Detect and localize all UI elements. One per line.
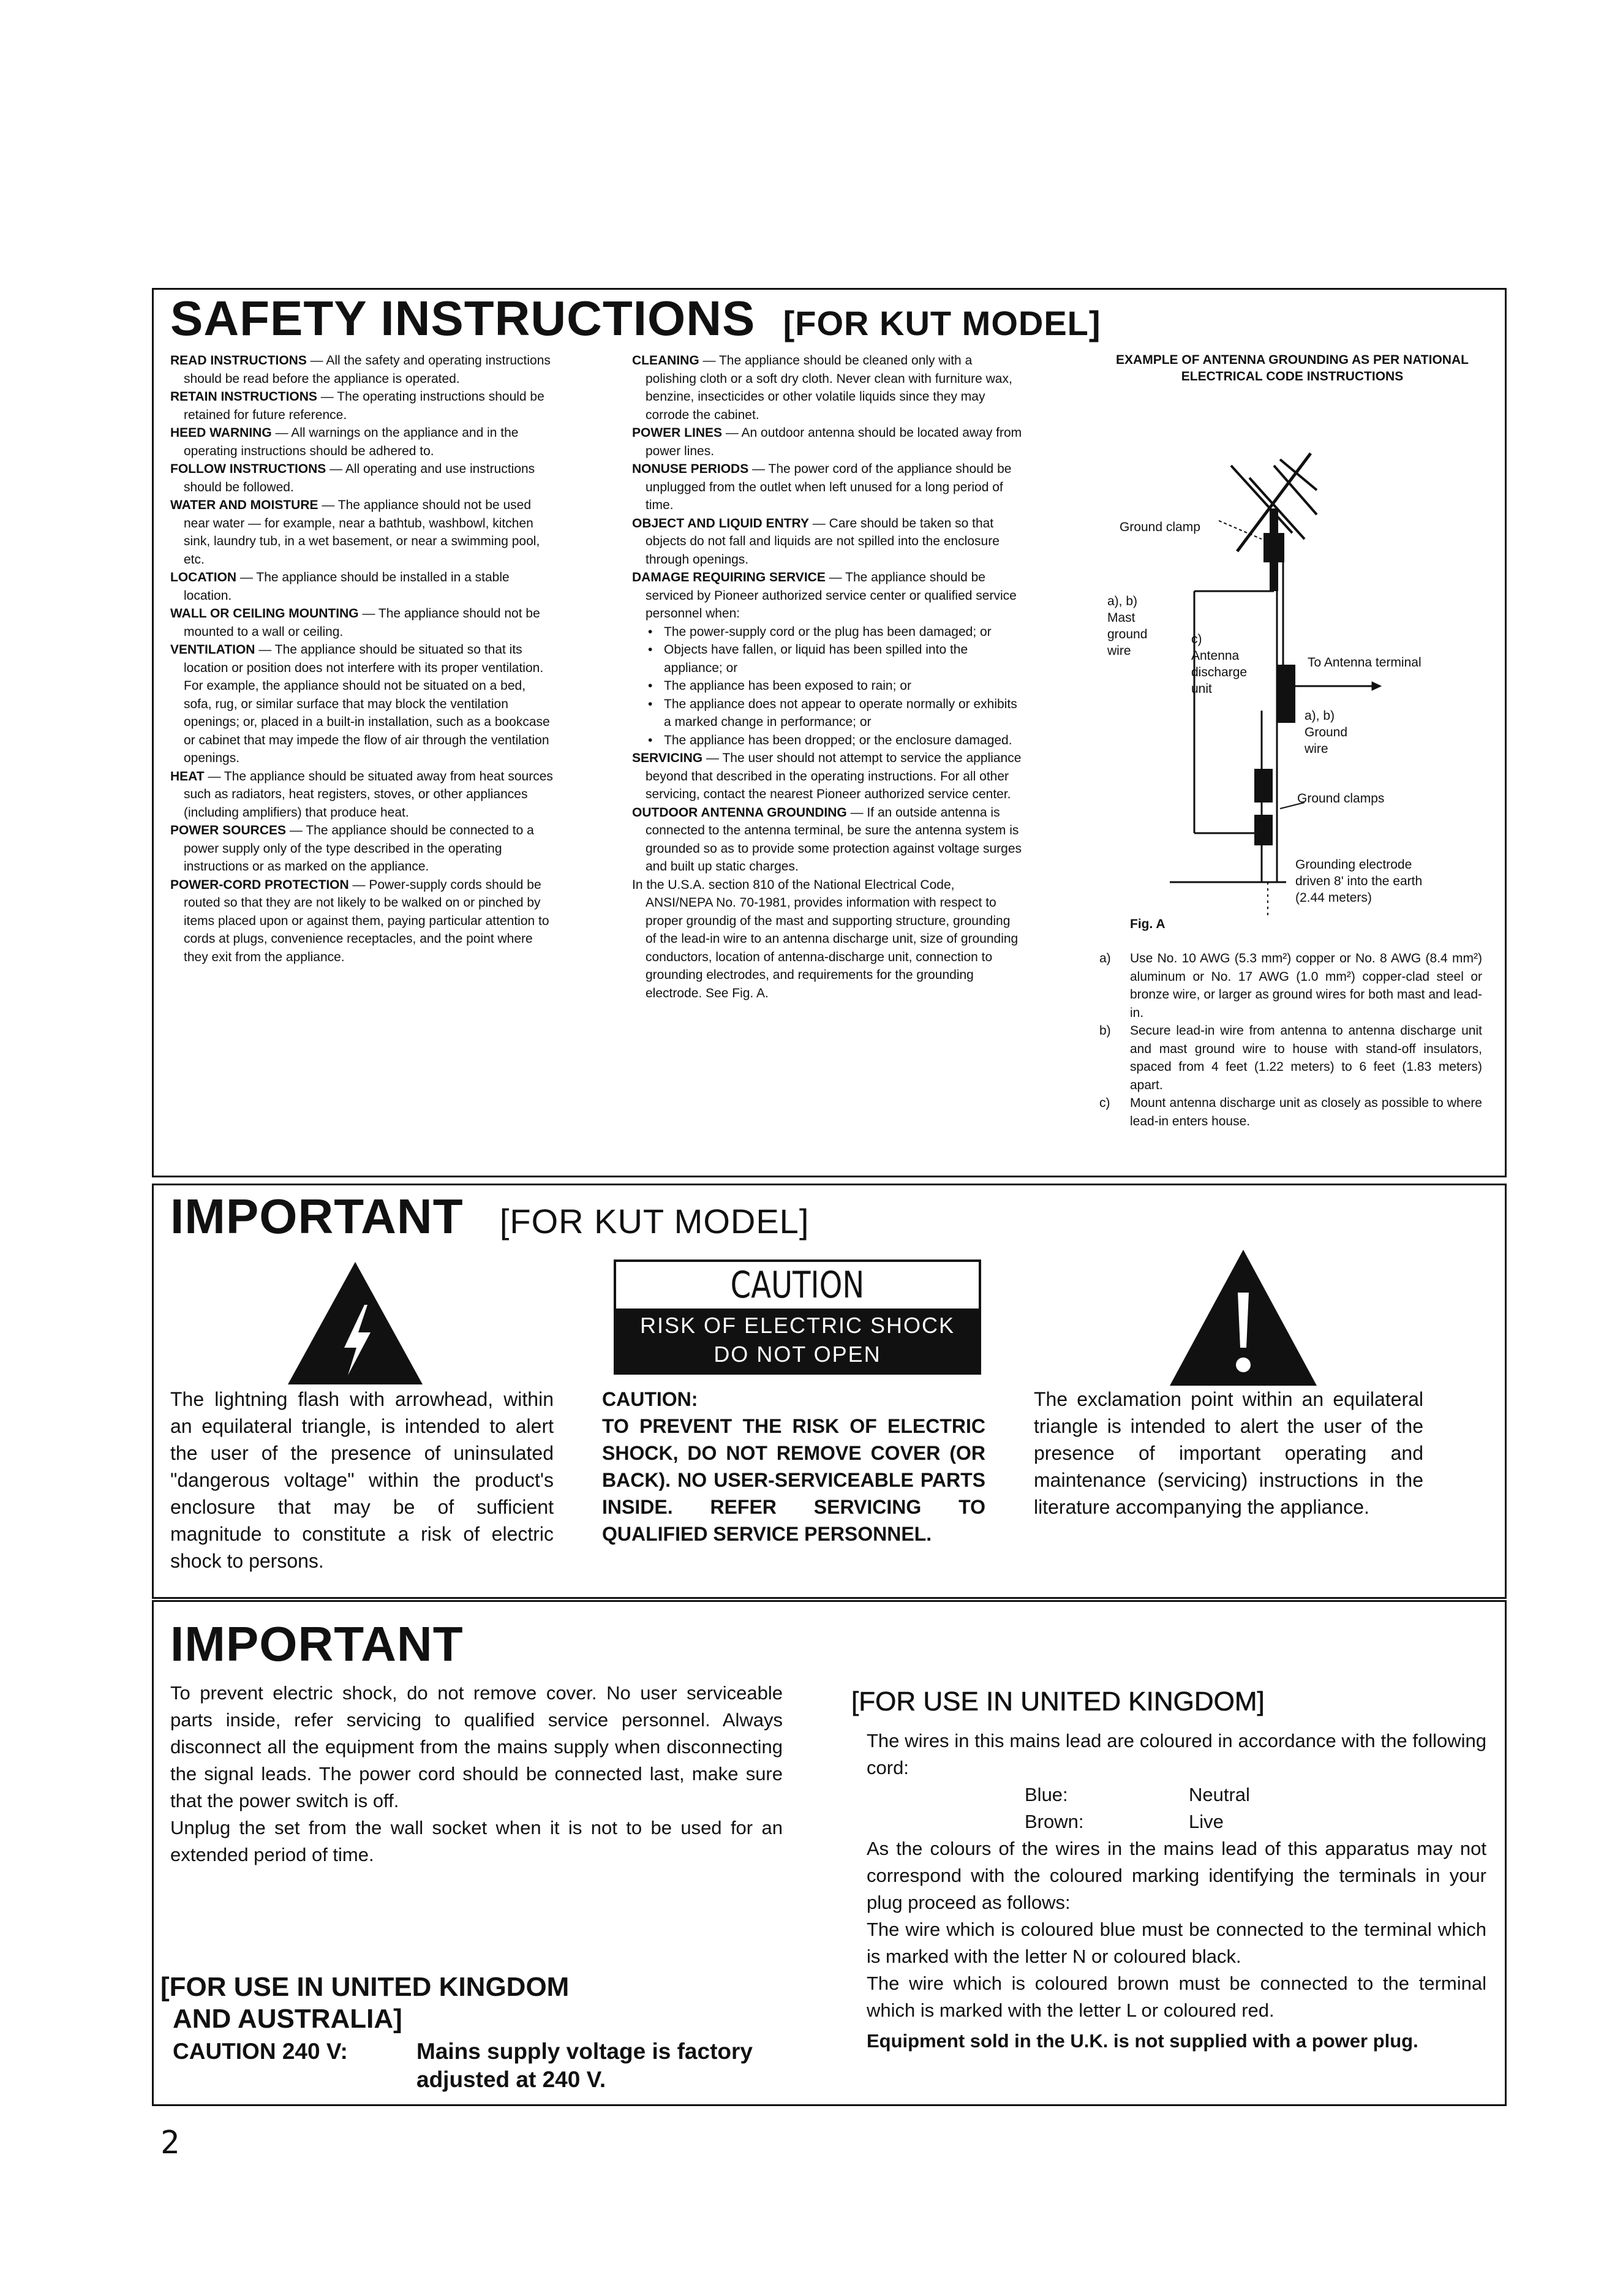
caution-text-block (602, 1386, 985, 1547)
instruction-item-heading: NONUSE PERIODS (632, 462, 749, 476)
exclamation-warning-icon (1170, 1250, 1317, 1386)
instruction-item (170, 352, 556, 388)
antenna-grounding-diagram (1090, 441, 1494, 919)
figure-note-text: Secure lead-in wire from antenna to antenna discharge unit and mast ground wire to house with stand-off insulators, spaced from 4 feet (1.22 meters) to 6 feet (1.83 meters) apart. (1130, 1024, 1482, 1092)
uk-para-1: The wires in this mains lead are coloured in accordance with the following cord: (867, 1730, 1486, 1778)
instruction-item-heading: POWER-CORD PROTECTION (170, 877, 349, 892)
pointer (1219, 521, 1262, 539)
damage-bullet: • Objects have fallen, or liquid has been spilled into the appliance; or (632, 641, 1024, 677)
lightning-explanation (170, 1386, 554, 1574)
caution-240-label: CAUTION 240 V: (173, 2039, 348, 2064)
instruction-item-text: — Power-supply cords should be routed so that they are not likely to be walked on or pinched by items placed upon or against them, paying particular attention to cords at plugs, convenience receptacles, and the point where they exit from the appliance. (184, 877, 549, 964)
safety-title-tag: [FOR KUT MODEL] (783, 304, 1101, 342)
instruction-item-heading: READ INSTRUCTIONS (170, 353, 307, 368)
lightning-text: The lightning flash with arrowhead, within an equilateral triangle, is intended to alert the user of the presence of uninsulated "dangerous voltage" within the product's enclosure that may be of sufficient magnitude to constitute a risk of electric shock to persons. (170, 1388, 554, 1572)
wire-color-blue: Blue: (1025, 1784, 1068, 1805)
figure-note-text: Use No. 10 AWG (5.3 mm²) copper or No. 8 AWG (8.4 mm²) aluminum or No. 17 AWG (1.0 mm²) copper-clad steel or bronze wire, or larger as ground wires for both mast and lead-in. (1130, 951, 1482, 1020)
wire-meaning-neutral: Neutral (1189, 1784, 1250, 1805)
page-number: 2 (160, 2124, 180, 2161)
discharge-unit-box (1277, 665, 1295, 723)
instruction-item-heading: HEAT (170, 769, 205, 784)
wire-row-brown (867, 1808, 1486, 1835)
uk-aus-heading-2: AND AUSTRALIA] (173, 2004, 402, 2034)
instruction-item (632, 804, 1024, 876)
instruction-item (632, 876, 1024, 1003)
instruction-item (170, 768, 556, 822)
fig-label-electrode: Grounding electrode driven 8' into the earth (2.44 meters) (1295, 858, 1423, 905)
instruction-item-heading: POWER LINES (632, 426, 723, 440)
figure-note (1099, 950, 1482, 1022)
important-kut-tag: [FOR KUT MODEL] (499, 1202, 810, 1241)
damage-bullet: • The appliance has been dropped; or the enclosure damaged. (632, 731, 1024, 750)
fig-label-ground-clamps: Ground clamps (1297, 791, 1385, 806)
fig-label-mast-ground: a), b) Mast ground wire (1107, 594, 1148, 658)
instruction-item (170, 388, 556, 424)
instruction-item (170, 605, 556, 641)
figure-note (1099, 1094, 1482, 1130)
instruction-item (632, 749, 1024, 804)
instruction-item (632, 515, 1024, 569)
instruction-item (632, 568, 1024, 623)
instruction-item-text: — The appliance should be serviced by Pioneer authorized service center or qualified service personnel when: (646, 570, 1017, 621)
caution-line-2: DO NOT OPEN (714, 1342, 881, 1367)
instruction-item-heading: CLEANING (632, 353, 699, 368)
left-para-2: Unplug the set from the wall socket when it is not to be used for an extended period of time. (170, 1817, 783, 1865)
instruction-item-text: — The appliance should be installed in a stable location. (184, 570, 510, 603)
instruction-item-heading: FOLLOW INSTRUCTIONS (170, 462, 326, 476)
exclamation-text: The exclamation point within an equilateral triangle is intended to alert the user of the presence of important operating and maintenance (servicing) instructions in the literature accompanying the appliance. (1034, 1388, 1423, 1518)
caution-line-1: RISK OF ELECTRIC SHOCK (639, 1313, 955, 1338)
uk-para-2: As the colours of the wires in the mains lead of this apparatus may not correspond with the coloured marking identifying the terminals in your plug proceed as follows: (867, 1838, 1486, 1913)
wire-meaning-live: Live (1189, 1811, 1224, 1832)
instruction-item-heading: VENTILATION (170, 643, 255, 657)
caution-head: CAUTION: (602, 1388, 698, 1410)
caution-body: TO PREVENT THE RISK OF ELECTRIC SHOCK, DO NOT REMOVE COVER (OR BACK). NO USER-SERVICEABLE PARTS INSIDE. REFER SERVICING TO QUALIFIED SERVICE PERSONNEL. (602, 1415, 985, 1545)
instruction-item-text: — The power cord of the appliance should be unplugged from the outlet when left unused for a long period of time. (646, 462, 1012, 512)
instruction-item (170, 821, 556, 876)
instruction-item-heading: RETAIN INSTRUCTIONS (170, 390, 317, 404)
fig-caption: Fig. A (1130, 917, 1165, 931)
ground-clamp-mid (1254, 769, 1273, 802)
fig-label-to-terminal: To Antenna terminal (1308, 655, 1422, 670)
instruction-item-text: — If an outside antenna is connected to the antenna terminal, be sure the antenna system is grounded so as to provide some protection against voltage surges and built up static charges. (646, 805, 1022, 874)
instruction-item-heading: POWER SOURCES (170, 823, 287, 837)
safety-title-text: SAFETY INSTRUCTIONS (170, 291, 756, 346)
wire-color-brown: Brown: (1025, 1811, 1084, 1832)
instruction-item-heading: DAMAGE REQUIRING SERVICE (632, 570, 826, 584)
caution-240-text-2: adjusted at 240 V. (416, 2067, 606, 2092)
figure-title: EXAMPLE OF ANTENNA GROUNDING AS PER NATIONAL ELECTRICAL CODE INSTRUCTIONS (1116, 353, 1469, 383)
instruction-item-text: — The operating instructions should be retained for future reference. (184, 390, 544, 422)
uk-aus-heading-1: [FOR USE IN UNITED KINGDOM (160, 1972, 570, 2002)
instruction-item-text: — An outdoor antenna should be located away from power lines. (646, 426, 1022, 458)
instruction-item (170, 460, 556, 496)
ground-clamp-top (1263, 533, 1284, 562)
instruction-item-text: In the U.S.A. section 810 of the National Electrical Code, ANSI/NEPA No. 70-1981, provides information with respect to proper groundig of the mast and supporting structure, grounding of the lead-in wire to an antenna discharge unit, size of grounding conductors, location of antenna-discharge unit, connection to grounding electrodes, and requirements for the grounding electrode. See Fig. A. (632, 877, 1019, 1000)
instruction-item-heading: OBJECT AND LIQUID ENTRY (632, 516, 809, 531)
uk-heading: [FOR USE IN UNITED KINGDOM] (851, 1686, 1265, 1716)
uk-para-4: The wire which is coloured brown must be connected to the terminal which is marked with the letter L or coloured red. (867, 1973, 1486, 2021)
instruction-item-heading: WALL OR CEILING MOUNTING (170, 606, 359, 621)
caution-label: CAUTION (730, 1264, 865, 1307)
fig-label-discharge: c) Antenna discharge unit (1191, 632, 1248, 696)
lightning-warning-icon (288, 1262, 423, 1384)
safety-title (170, 289, 1101, 353)
instruction-item (632, 352, 1024, 424)
ground-clamp-low (1254, 815, 1273, 845)
left-para-1: To prevent electric shock, do not remove cover. No user serviceable parts inside, refer servicing to qualified service personnel. Always disconnect all the equipment from the mains supply when disconnecting the signal leads. The power cord should be connected last, make sure that the power switch is off. (170, 1682, 783, 1811)
important-uk-title: IMPORTANT (170, 1617, 464, 1671)
instruction-item-text: — The appliance should be situated away from heat sources such as radiators, heat registers, stoves, or other appliances (including amplifiers) that produce heat. (184, 769, 553, 820)
instruction-item (632, 424, 1024, 460)
safety-column-1 (170, 352, 556, 966)
caution-240-text-1: Mains supply voltage is factory (416, 2039, 753, 2064)
instruction-item-text: — The appliance should not be mounted to a wall or ceiling. (184, 606, 540, 639)
instruction-item-heading: HEED WARNING (170, 426, 272, 440)
arrow-head (1372, 682, 1381, 690)
instruction-item (170, 424, 556, 460)
instruction-item (170, 496, 556, 568)
figure-note-key: a) (1099, 951, 1111, 965)
instruction-item-heading: WATER AND MOISTURE (170, 498, 318, 512)
instruction-item-text: — The appliance should be cleaned only with a polishing cloth or a soft dry cloth. Never clean with furniture wax, benzine, insecticides or other volatile liquids since they may corrode the cabinet. (646, 353, 1012, 422)
important-kut-title-text: IMPORTANT (170, 1189, 464, 1244)
damage-bullet: • The power-supply cord or the plug has been damaged; or (632, 623, 1024, 641)
uk-para-5: Equipment sold in the U.K. is not supplied with a power plug. (867, 2030, 1418, 2052)
instruction-item-heading: SERVICING (632, 751, 703, 765)
figure-note-key: b) (1099, 1024, 1111, 1038)
instruction-item-text: — The appliance should be connected to a power supply only of the type described in the operating instructions or as marked on the appliance. (184, 823, 534, 874)
instruction-item-text: — The appliance should not be used near water — for example, near a bathtub, washbowl, kitchen sink, laundry tub, in a wet basement, or near a swimming pool, etc. (184, 498, 540, 567)
damage-bullet: • The appliance does not appear to operate normally or exhibits a marked change in performance; or (632, 695, 1024, 731)
exclamation-explanation (1034, 1386, 1423, 1520)
figure-note (1099, 1022, 1482, 1094)
wire-row-blue (867, 1781, 1486, 1808)
instruction-item-text: — All the safety and operating instructions should be read before the appliance is operated. (184, 353, 551, 386)
fig-label-ground-clamp: Ground clamp (1120, 520, 1200, 534)
uk-para-3: The wire which is coloured blue must be connected to the terminal which is marked with the letter N or coloured black. (867, 1919, 1486, 1967)
instruction-item-heading: OUTDOOR ANTENNA GROUNDING (632, 805, 847, 820)
instruction-item-text: — The appliance should be situated so that its location or position does not interfere with its proper ventilation. For example, the appliance should not be situated on a bed, sofa, rug, or similar surface that may block the ventilation openings; or, placed in a built-in installation, such as a bookcase or cabinet that may impede the flow of air through the ventilation openings. (184, 643, 550, 765)
caution-label-box (614, 1259, 981, 1375)
instruction-item-text: — All warnings on the appliance and in the operating instructions should be adhered to. (184, 426, 519, 458)
instruction-item-heading: LOCATION (170, 570, 237, 584)
figure-note-text: Mount antenna discharge unit as closely as possible to where lead-in enters house. (1130, 1096, 1482, 1128)
instruction-item (632, 460, 1024, 515)
important-kut-title (170, 1187, 809, 1251)
caution-black-band (616, 1308, 979, 1372)
instruction-item (170, 641, 556, 768)
important-uk-left (170, 1680, 783, 1868)
instruction-item-text: — Care should be taken so that objects do not fall and liquids are not spilled into the enclosure through openings. (646, 516, 1000, 567)
instruction-item (170, 568, 556, 605)
uk-wiring-text (867, 1728, 1486, 2055)
instruction-item-text: — All operating and use instructions should be followed. (184, 462, 535, 494)
instruction-item (170, 876, 556, 967)
fig-label-ground-wire: a), b) Ground wire (1305, 709, 1348, 756)
damage-bullet: • The appliance has been exposed to rain; or (632, 677, 1024, 695)
instruction-item-text: — The user should not attempt to service the appliance beyond that described in the operating instructions. For all other servicing, contact the nearest Pioneer authorized service center. (646, 751, 1022, 801)
figure-notes (1099, 950, 1482, 1130)
figure-note-key: c) (1099, 1096, 1110, 1110)
safety-column-2 (632, 352, 1024, 1002)
